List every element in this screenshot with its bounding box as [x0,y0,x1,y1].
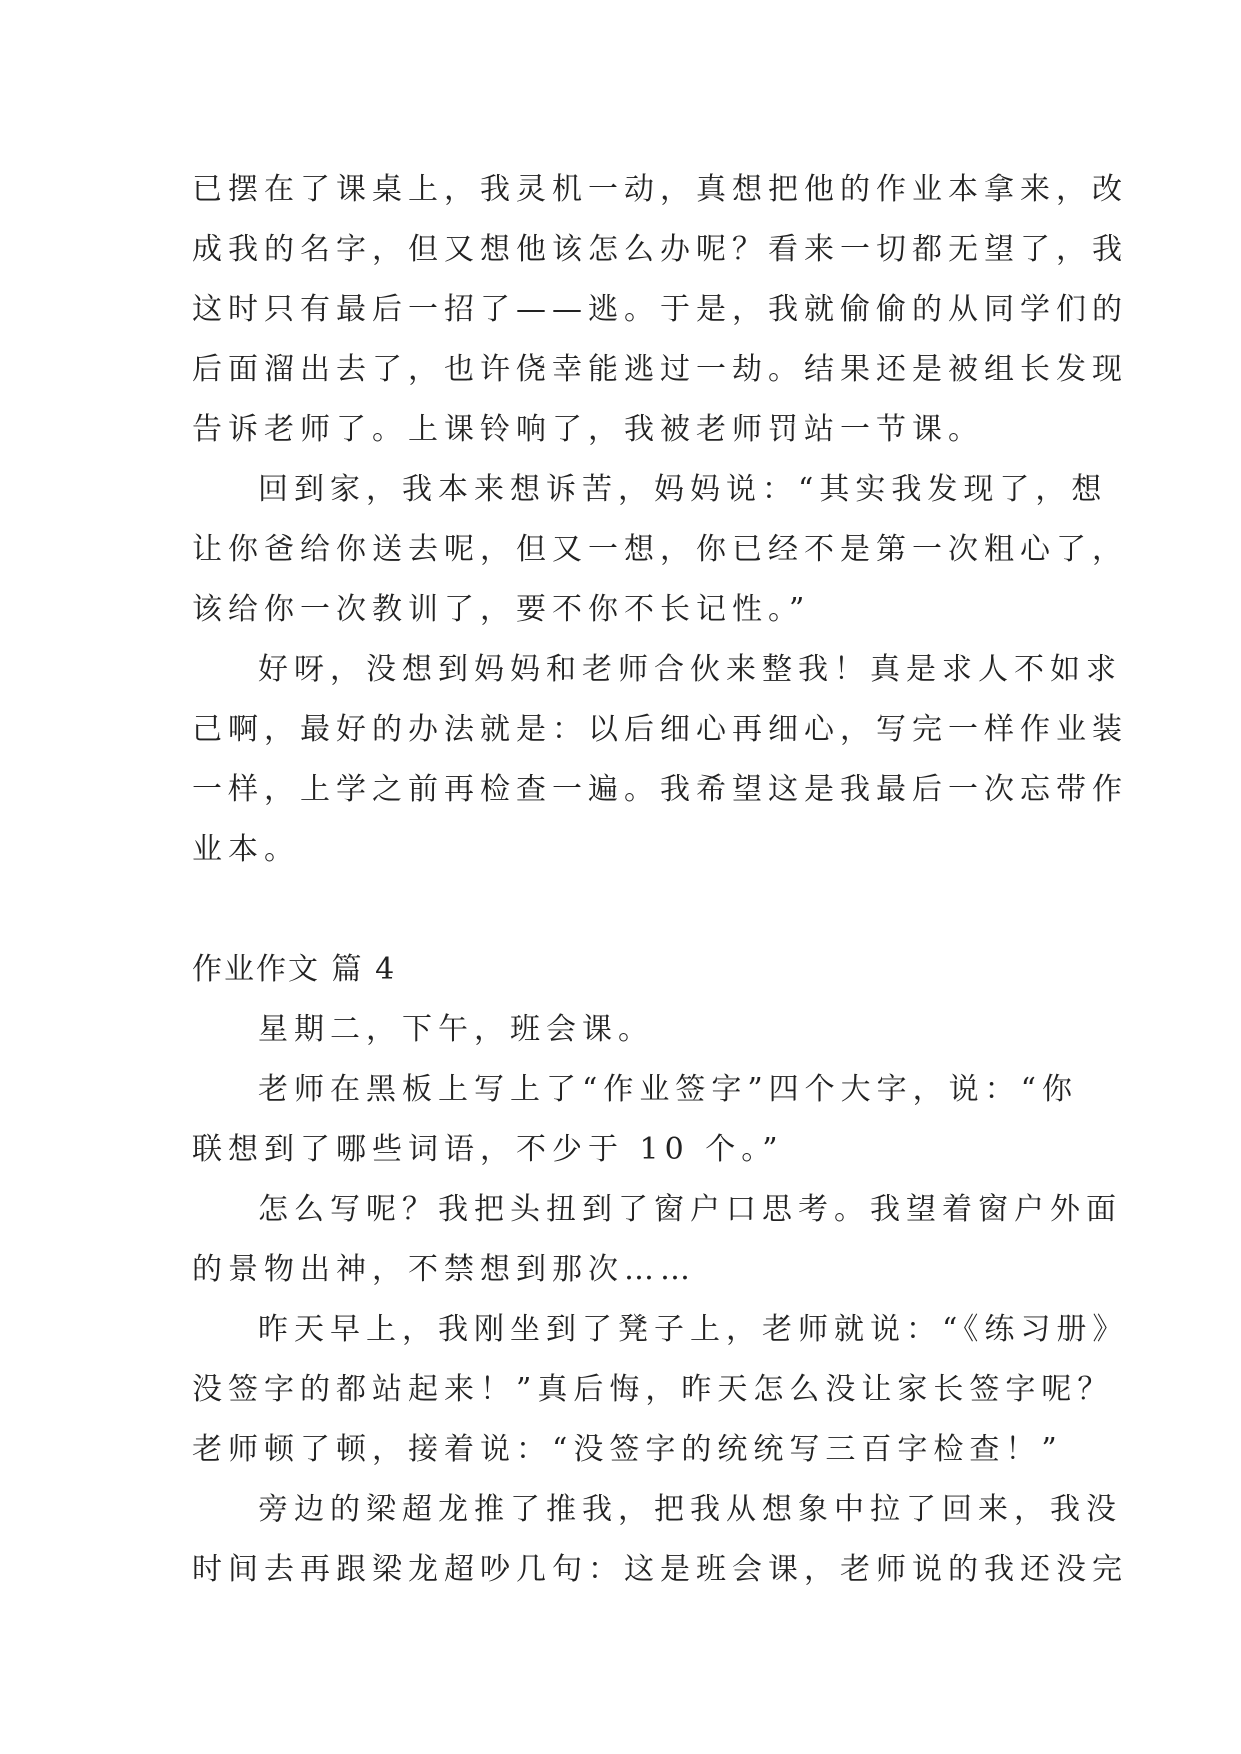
paragraph-line: 星期二，下午，班会课。 [258,1012,654,1047]
paragraph-line: 回到家，我本来想诉苦，妈妈说：“其实我发现了，想 [258,472,1108,507]
paragraph-line: 昨天早上，我刚坐到了凳子上，老师就说：“《练习册》 [258,1312,1129,1347]
section-heading: 作业作文 篇 4 [192,952,397,987]
paragraph-line: 老师顿了顿，接着说：“没签字的统统写三百字检查！” [192,1432,1063,1467]
paragraph-line: 时间去再跟梁龙超吵几句：这是班会课，老师说的我还没完 [192,1552,1128,1587]
document-body [192,160,1129,1600]
paragraph-line: 该给你一次教训了，要不你不长记性。” [192,592,811,627]
paragraph-line: 已摆在了课桌上，我灵机一动，真想把他的作业本拿来，改 [192,172,1128,207]
paragraph-line: 一样，上学之前再检查一遍。我希望这是我最后一次忘带作 [192,772,1128,807]
paragraph-line: 让你爸给你送去呢，但又一想，你已经不是第一次粗心了， [192,532,1128,567]
paragraph-line: 成我的名字，但又想他该怎么办呢？看来一切都无望了，我 [192,232,1128,267]
paragraph-line: 旁边的梁超龙推了推我，把我从想象中拉了回来，我没 [258,1492,1122,1527]
paragraph-line: 怎么写呢？我把头扭到了窗户口思考。我望着窗户外面 [258,1192,1122,1227]
paragraph-line: 好呀，没想到妈妈和老师合伙来整我！真是求人不如求 [258,652,1122,687]
paragraph-line: 这时只有最后一招了——逃。于是，我就偷偷的从同学们的 [192,292,1128,327]
paragraph-line: 后面溜出去了，也许侥幸能逃过一劫。结果还是被组长发现 [192,352,1128,387]
paragraph-line: 老师在黑板上写上了“作业签字”四个大字，说：“你 [258,1072,1079,1107]
paragraph-line: 己啊，最好的办法就是：以后细心再细心，写完一样作业装 [192,712,1128,747]
section-spacer [192,880,1072,940]
paragraph-line: 联想到了哪些词语，不少于 10 个。” [192,1132,784,1167]
paragraph-line: 告诉老师了。上课铃响了，我被老师罚站一节课。 [192,412,984,447]
paragraph-line: 业本。 [192,832,300,867]
paragraph-line: 的景物出神，不禁想到那次…… [192,1252,696,1287]
paragraph-line: 没签字的都站起来！”真后悔，昨天怎么没让家长签字呢？ [192,1372,1114,1407]
